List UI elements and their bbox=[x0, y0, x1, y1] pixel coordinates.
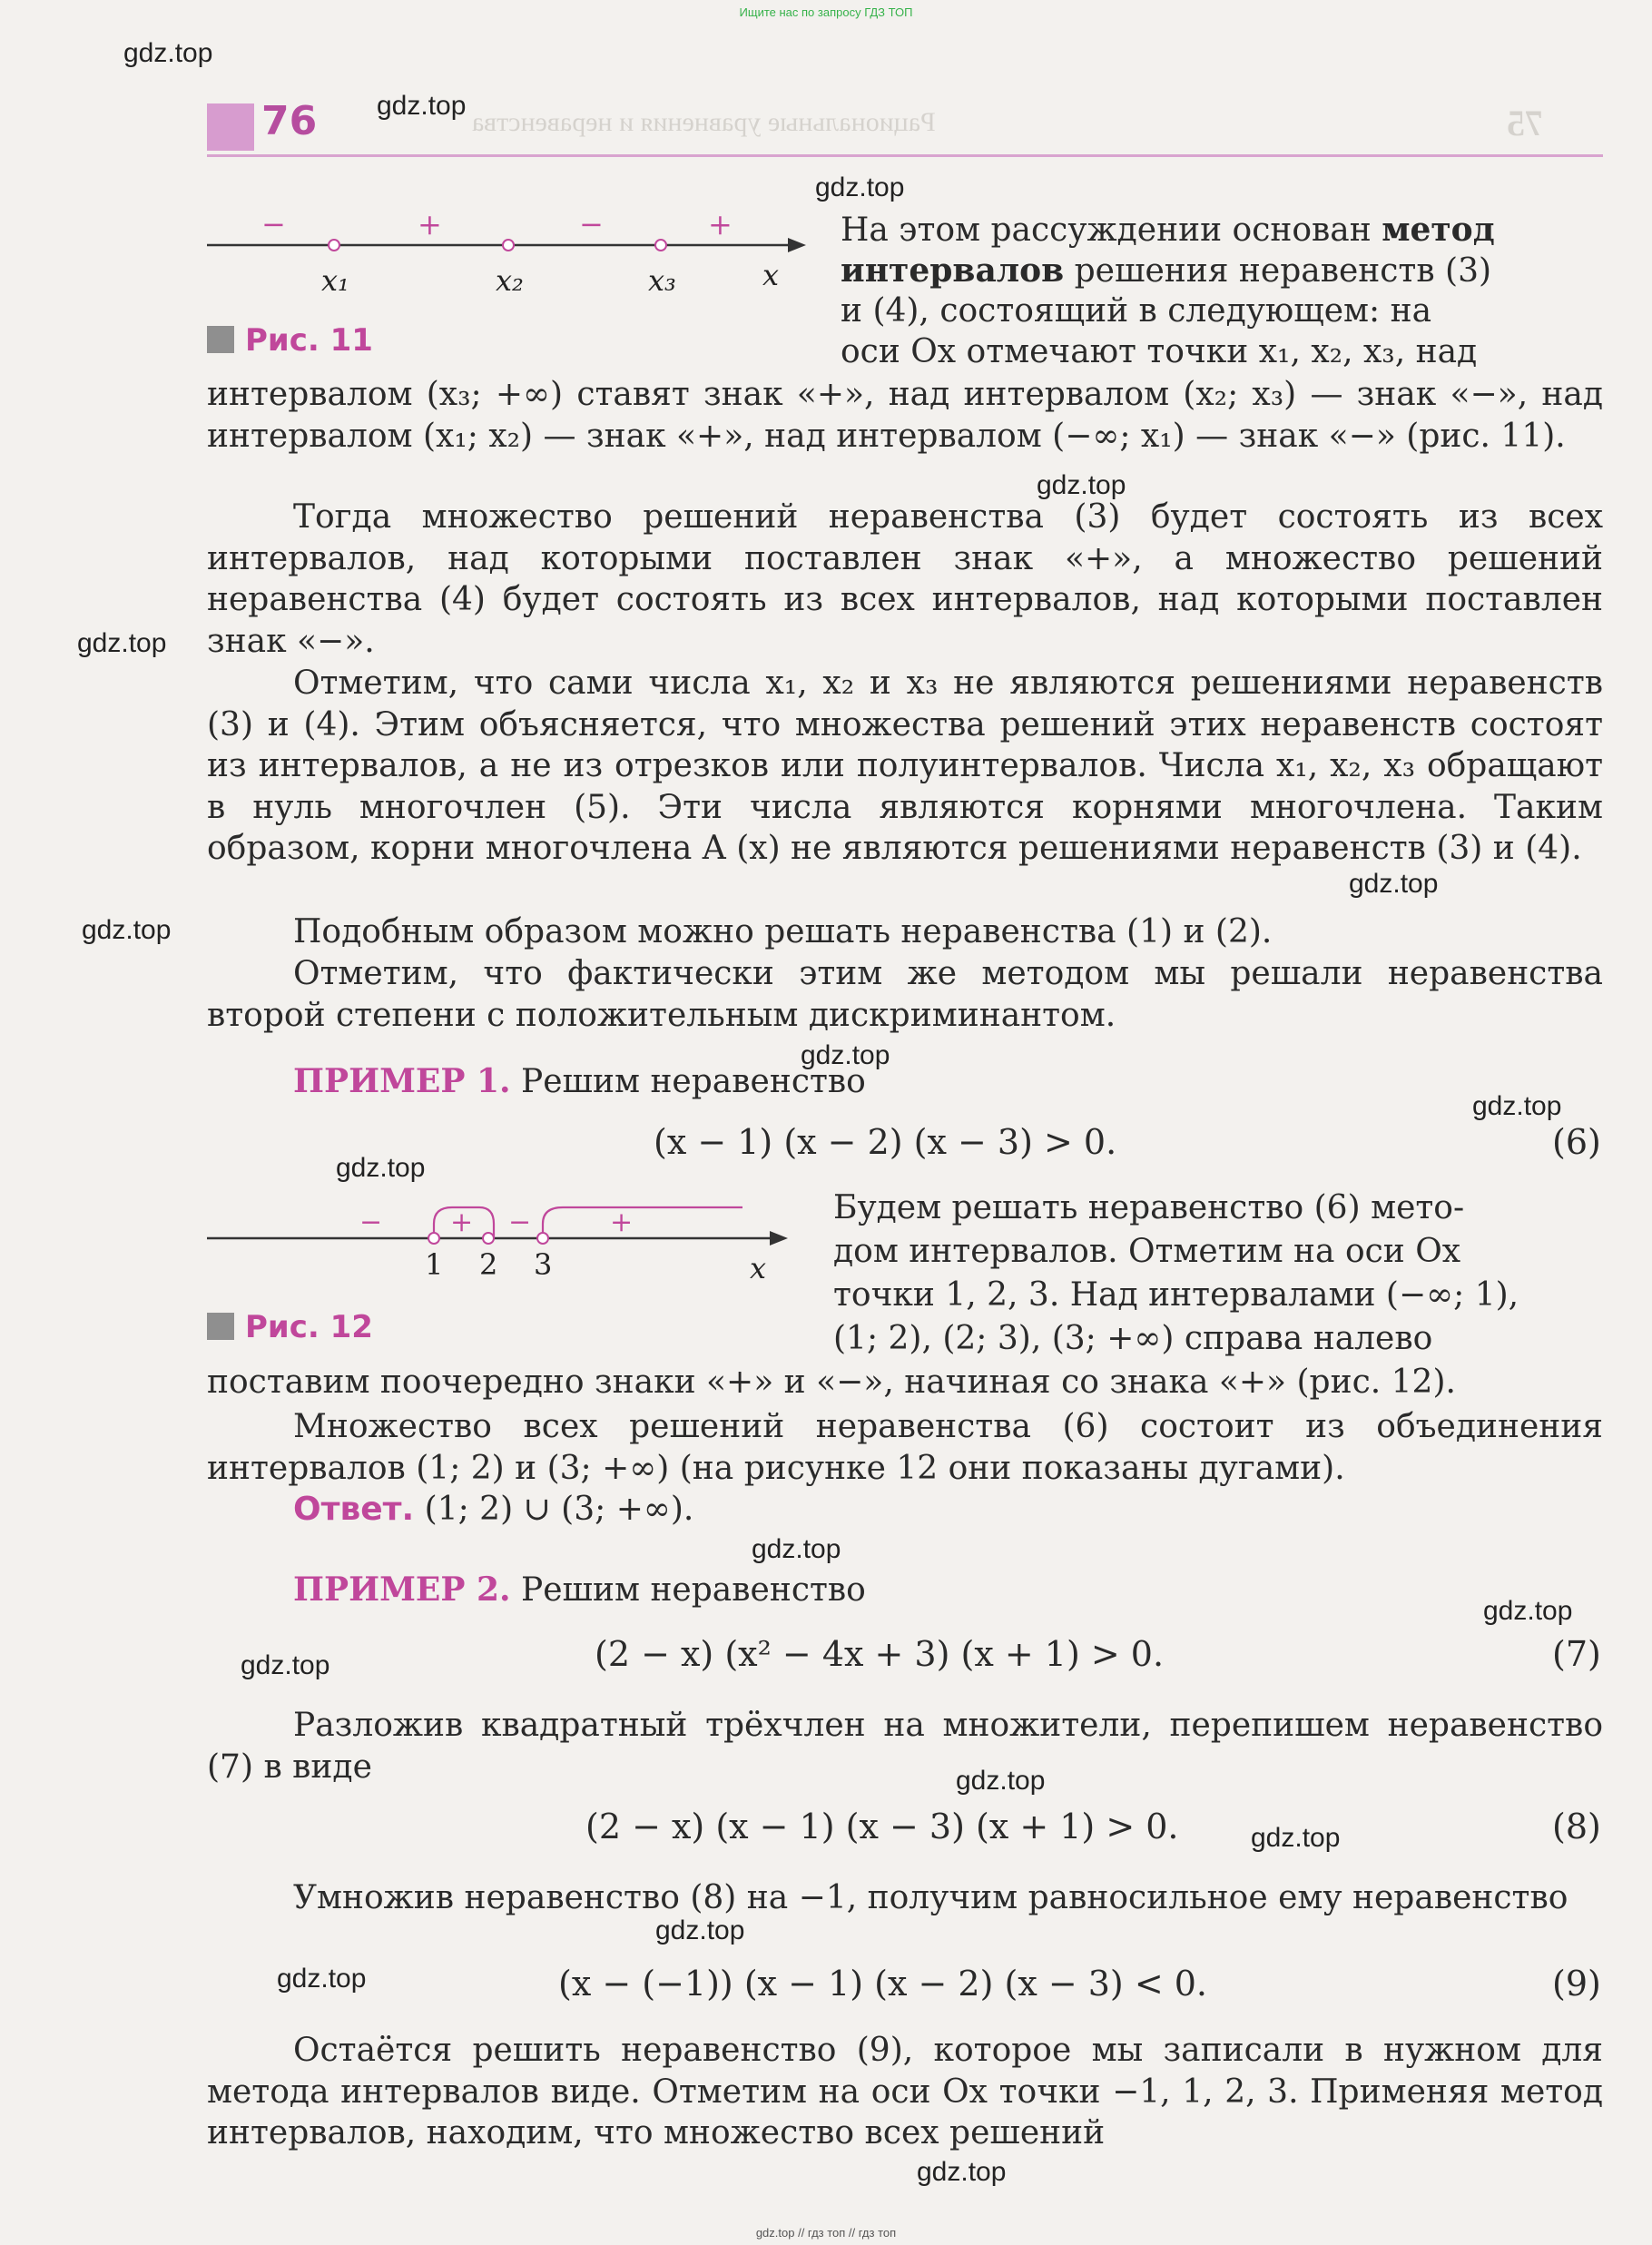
example1-heading bbox=[293, 1062, 866, 1100]
para1-line4: оси Ox отмечают точки x₁, x₂, x₃, над bbox=[841, 333, 1478, 370]
example2-para1: Разложив квадратный трёхчлен на множители, перепишем неравенство (7) в виде bbox=[207, 1707, 1603, 1786]
watermark: gdz.top bbox=[752, 1534, 841, 1564]
term-bold: метод bbox=[1382, 211, 1495, 249]
equation-number-6: (6) bbox=[1552, 1122, 1601, 1162]
fig11-caption bbox=[207, 322, 373, 359]
text-span: На этом рассуждении основан bbox=[841, 212, 1382, 249]
fig11-sign: + bbox=[418, 207, 442, 241]
example2-heading bbox=[293, 1571, 866, 1609]
watermark: gdz.top bbox=[1037, 470, 1126, 500]
example2-para3: Остаётся решить неравенство (9), которое мы записали в нужном для метода интервалов виде. Отметим на оси Ox точки −1, 1, 2, 3. Применяя метод интервалов, находим, что множество всех решений bbox=[207, 2032, 1603, 2151]
watermark: gdz.top bbox=[1349, 869, 1439, 899]
fig11-sign: − bbox=[261, 207, 286, 241]
example1-intro: Решим неравенство bbox=[510, 1063, 866, 1100]
text-span: решения неравенств (3) bbox=[1064, 252, 1492, 290]
watermark: gdz.top bbox=[77, 628, 167, 658]
ghost-page-number: 75 bbox=[1507, 103, 1543, 143]
answer-value: (1; 2) ∪ (3; +∞). bbox=[414, 1491, 694, 1528]
fig11-point-label: x₃ bbox=[648, 263, 676, 298]
example1-right-line4: (1; 2), (2; 3), (3; +∞) справа налево bbox=[833, 1320, 1433, 1357]
example2-para2: Умножив неравенство (8) на −1, получим равносильное ему неравенство bbox=[293, 1879, 1568, 1916]
equation-number-9: (9) bbox=[1552, 1964, 1601, 2004]
watermark: gdz.top bbox=[82, 915, 172, 945]
fig11-axis-label: x bbox=[762, 258, 780, 292]
fig12-axis-label: x bbox=[750, 1251, 767, 1284]
term-bold: интервалов bbox=[841, 251, 1065, 290]
answer-label: Ответ. bbox=[293, 1491, 415, 1528]
example1-answer bbox=[293, 1491, 693, 1528]
watermark: gdz.top bbox=[336, 1153, 426, 1183]
bottom-note: gdz.top // гдз топ // гдз топ bbox=[755, 2226, 897, 2240]
fig11-sign: + bbox=[708, 207, 733, 241]
watermark: gdz.top bbox=[956, 1766, 1046, 1796]
para1-line2 bbox=[841, 251, 1491, 290]
fig12-sign: − bbox=[508, 1206, 532, 1238]
watermark: gdz.top bbox=[277, 1964, 367, 1994]
example1-title: ПРИМЕР 1. bbox=[293, 1062, 511, 1100]
fig12-caption bbox=[207, 1309, 373, 1345]
para1-line1 bbox=[841, 211, 1495, 249]
example1-right-line1: Будем решать неравенство (6) мето- bbox=[833, 1189, 1465, 1226]
formula-9: (x − (−1)) (x − 1) (x − 2) (x − 3) < 0. bbox=[558, 1964, 1208, 2004]
watermark: gdz.top bbox=[377, 91, 467, 121]
para3: Отметим, что сами числа x₁, x₂ и x₃ не являются решениями неравенств (3) и (4). Этим объясняется, что множества решений этих неравенств состоят из интервалов, а не из отрезков или полуинтервалов. Числа x₁, x₂, x₃ обращают в нуль многочлен (5). Эти числа являются корнями многочлена. Таким образом, корни многочлена A (x) не являются решениями неравенств (3) и (4). bbox=[207, 665, 1603, 867]
formula-7: (2 − x) (x² − 4x + 3) (x + 1) > 0. bbox=[595, 1634, 1165, 1674]
equation-number-8: (8) bbox=[1552, 1807, 1601, 1846]
fig12-sign: − bbox=[359, 1206, 383, 1238]
para4: Подобным образом можно решать неравенства (1) и (2). bbox=[293, 913, 1273, 950]
para2: Тогда множество решений неравенства (3) будет состоять из всех интервалов, над которыми поставлен знак «+», а множество решений неравенства (4) будет состоять из всех интервалов, над которыми поставлен знак «−». bbox=[207, 498, 1603, 660]
fig11-number-line bbox=[207, 202, 806, 301]
fig12-caption-text: Рис. 12 bbox=[245, 1309, 373, 1345]
watermark: gdz.top bbox=[1472, 1091, 1562, 1121]
watermark: gdz.top bbox=[655, 1915, 745, 1945]
para5: Отметим, что фактически этим же методом мы решали неравенства второй степени с положительным дискриминантом. bbox=[207, 955, 1603, 1034]
fig12-point-label: 3 bbox=[534, 1247, 553, 1282]
fig12-sign: + bbox=[450, 1206, 474, 1238]
example2-title: ПРИМЕР 2. bbox=[293, 1571, 511, 1609]
para1-rest: интервалом (x₃; +∞) ставят знак «+», над интервалом (x₂; x₃) — знак «−», над интервалом (x₁; x₂) — знак «+», над интервалом (−∞; x₁) — знак «−» (рис. 11). bbox=[207, 376, 1603, 455]
watermark: gdz.top bbox=[241, 1650, 330, 1680]
example1-right-line2: дом интервалов. Отметим на оси Ox bbox=[833, 1233, 1461, 1270]
fig11-point-label: x₁ bbox=[321, 263, 349, 298]
watermark: gdz.top bbox=[801, 1040, 890, 1070]
fig12-sign: + bbox=[610, 1206, 634, 1238]
watermark: gdz.top bbox=[917, 2157, 1007, 2187]
watermark: gdz.top bbox=[1251, 1823, 1341, 1853]
example1-para: Множество всех решений неравенства (6) состоит из объединения интервалов (1; 2) и (3; +∞) (на рисунке 12 они показаны дугами). bbox=[207, 1408, 1603, 1487]
example2-intro: Решим неравенство bbox=[510, 1571, 866, 1609]
fig12-point-label: 2 bbox=[479, 1247, 498, 1282]
ghost-page-header: Рациональные уравнения и неравенства bbox=[472, 107, 936, 137]
caption-marker bbox=[207, 1313, 234, 1340]
fig12-point-label: 1 bbox=[425, 1247, 444, 1282]
example1-line5: поставим поочередно знаки «+» и «−», начиная со знака «+» (рис. 12). bbox=[207, 1364, 1456, 1401]
fig12-number-line bbox=[207, 1187, 788, 1284]
watermark: gdz.top bbox=[815, 172, 905, 202]
caption-marker bbox=[207, 326, 234, 353]
equation-number-7: (7) bbox=[1552, 1634, 1601, 1674]
fig11-sign: − bbox=[579, 207, 604, 241]
fig11-caption-text: Рис. 11 bbox=[245, 322, 373, 359]
example1-right-line3: точки 1, 2, 3. Над интервалами (−∞; 1), bbox=[833, 1276, 1519, 1314]
formula-8: (2 − x) (x − 1) (x − 3) (x + 1) > 0. bbox=[585, 1807, 1179, 1846]
fig11-point-label: x₂ bbox=[496, 263, 524, 298]
page-number: 76 bbox=[261, 98, 318, 144]
top-note: Ищите нас по запросу ГДЗ ТОП bbox=[739, 5, 913, 19]
watermark: gdz.top bbox=[1483, 1596, 1573, 1626]
watermark: gdz.top bbox=[123, 38, 213, 68]
para1-line3: и (4), состоящий в следующем: на bbox=[841, 292, 1432, 330]
formula-6: (x − 1) (x − 2) (x − 3) > 0. bbox=[654, 1122, 1117, 1162]
